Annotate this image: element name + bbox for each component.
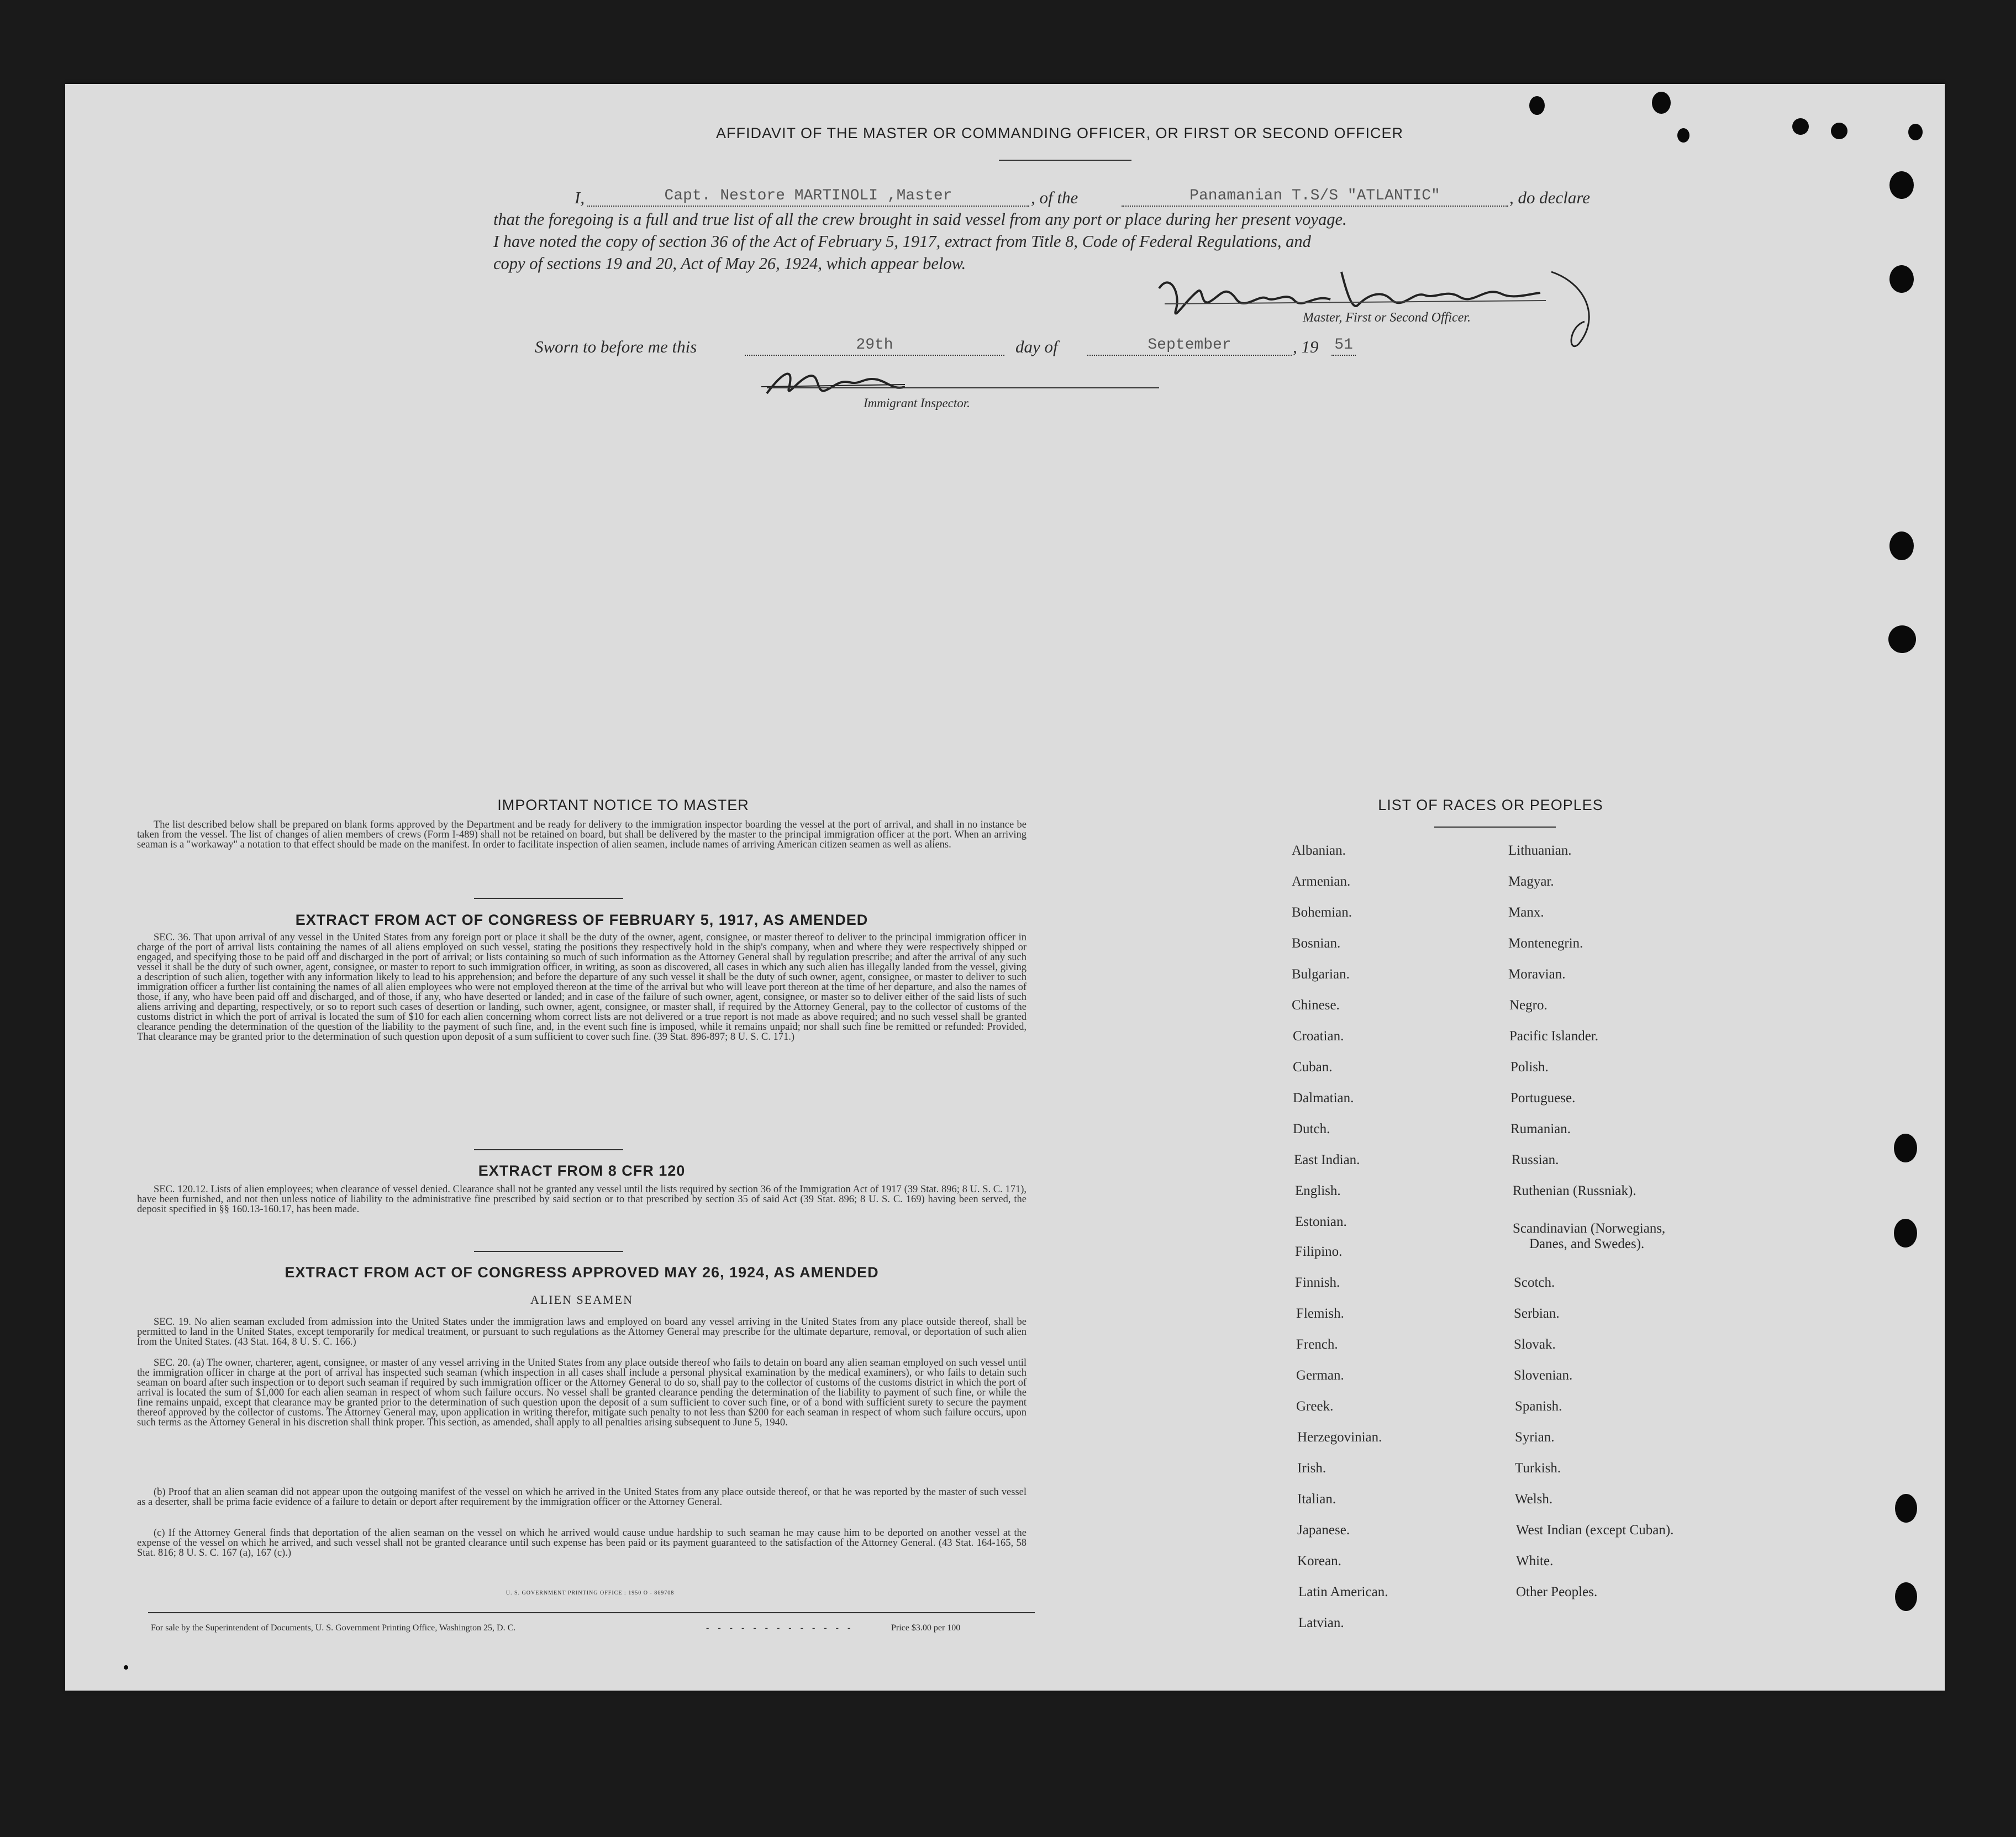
punch-hole bbox=[1888, 625, 1916, 653]
race-right-item: Slovak. bbox=[1514, 1337, 1556, 1352]
race-left-item: Dalmatian. bbox=[1293, 1091, 1354, 1106]
race-right-item: Negro. bbox=[1509, 998, 1547, 1013]
race-right-item: Spanish. bbox=[1515, 1399, 1562, 1414]
race-left-item: Latin American. bbox=[1298, 1585, 1388, 1599]
punch-hole bbox=[1652, 92, 1671, 114]
race-left-item: Herzegovinian. bbox=[1297, 1430, 1382, 1445]
signer-caption: Master, First or Second Officer. bbox=[1303, 310, 1471, 325]
race-left-item: Armenian. bbox=[1292, 874, 1351, 889]
race-left-item: Estonian. bbox=[1295, 1214, 1347, 1229]
race-right-item: Russian. bbox=[1512, 1152, 1559, 1167]
extract-1924-title: EXTRACT FROM ACT OF CONGRESS APPROVED MAY 26, 1924, AS AMENDED bbox=[285, 1264, 879, 1281]
punch-hole bbox=[1908, 124, 1923, 140]
punch-hole bbox=[1895, 1494, 1917, 1523]
punch-hole bbox=[1889, 171, 1914, 199]
race-right-item: Serbian. bbox=[1514, 1306, 1560, 1321]
race-left-item: East Indian. bbox=[1294, 1152, 1360, 1167]
race-right-item: Lithuanian. bbox=[1508, 843, 1572, 858]
race-left-item: Japanese. bbox=[1297, 1523, 1350, 1538]
extract-cfr-title: EXTRACT FROM 8 CFR 120 bbox=[478, 1162, 686, 1179]
race-left-item: Korean. bbox=[1297, 1554, 1341, 1568]
affidavit-title: AFFIDAVIT OF THE MASTER OR COMMANDING OFFICER, OR FIRST OR SECOND OFFICER bbox=[715, 125, 1404, 141]
sworn-label: Sworn to before me this bbox=[535, 337, 697, 356]
race-left-item: English. bbox=[1295, 1183, 1341, 1198]
race-left-item: Croatian. bbox=[1293, 1029, 1344, 1044]
race-left-item: Chinese. bbox=[1292, 998, 1340, 1013]
sale-note: For sale by the Superintendent of Documents, U. S. Government Printing Office, Washington 25, D. C. bbox=[151, 1623, 516, 1633]
sec-19-text: SEC. 19. No alien seaman excluded from admission into the United States under the immigration laws and employed on board any vessel arriving in the United States from any place outside thereof, shall be permitted to land in the United States, except temporarily for medical treatment, or pursuant to such regulations as the Attorney General may prescribe for the ultimate departure, removal, or deportation of such alien from the United States. (43 Stat. 164, 8 U. S. C. 166.) bbox=[137, 1317, 1027, 1348]
race-right-item: Scandinavian (Norwegians, bbox=[1513, 1221, 1666, 1236]
race-right-item: Polish. bbox=[1510, 1060, 1549, 1075]
race-right-item: Syrian. bbox=[1515, 1430, 1555, 1445]
races-title: LIST OF RACES OR PEOPLES bbox=[1378, 797, 1603, 813]
punch-hole bbox=[1831, 123, 1847, 139]
race-left-item: Bosnian. bbox=[1292, 936, 1341, 951]
i-label: I, bbox=[575, 188, 585, 207]
punch-hole bbox=[1894, 1134, 1917, 1162]
race-left-item: Italian. bbox=[1297, 1492, 1336, 1507]
punch-hole bbox=[1677, 128, 1689, 143]
do-declare-label: , do declare bbox=[1509, 188, 1591, 207]
race-right-item: Rumanian. bbox=[1510, 1122, 1571, 1136]
document-page bbox=[65, 84, 1945, 1691]
punch-hole bbox=[1895, 1582, 1917, 1611]
race-left-item: French. bbox=[1296, 1337, 1338, 1352]
punch-hole bbox=[1889, 531, 1914, 560]
race-right-item: Pacific Islander. bbox=[1509, 1029, 1599, 1044]
divider bbox=[474, 1149, 623, 1150]
punch-hole bbox=[1529, 96, 1545, 115]
race-left-item: Dutch. bbox=[1293, 1122, 1330, 1136]
race-left-item: German. bbox=[1296, 1368, 1344, 1383]
day-of-label: day of bbox=[1015, 337, 1058, 356]
sworn-day-field[interactable]: 29th bbox=[745, 336, 1004, 356]
extract-1924-subtitle: ALIEN SEAMEN bbox=[530, 1293, 633, 1307]
race-right-item: Scotch. bbox=[1514, 1275, 1555, 1290]
races-title-underline bbox=[1434, 827, 1556, 828]
race-right-item: Slovenian. bbox=[1514, 1368, 1573, 1383]
race-right-item: Moravian. bbox=[1508, 967, 1566, 982]
year-prefix: , 19 bbox=[1293, 337, 1319, 356]
race-left-item: Filipino. bbox=[1295, 1244, 1343, 1259]
declare-line-4: copy of sections 19 and 20, Act of May 26, 1924, which appear below. bbox=[493, 254, 966, 273]
race-right-item: White. bbox=[1516, 1554, 1554, 1568]
race-right-item: Magyar. bbox=[1508, 874, 1554, 889]
race-right-item: Danes, and Swedes). bbox=[1529, 1236, 1645, 1251]
of-the-label: , of the bbox=[1031, 188, 1078, 207]
notice-body: The list described below shall be prepared on blank forms approved by the Department and be ready for delivery to the immigration inspector boarding the vessel at the port of arrival, and shall in no instance be taken from the vessel. The list of changes of alien members of crews (Form I-489) shall not be retained on board, but shall be delivered by the master to the principal immigration officer at the port. When an arriving seaman is a "workaway" a notation to that effect should be made on the manifest. In order to facilitate inspection of alien seamen, include names of arriving American citizen seamen as well as aliens. bbox=[137, 819, 1027, 850]
footer-rule bbox=[148, 1612, 1035, 1613]
race-left-item: Latvian. bbox=[1298, 1615, 1344, 1630]
race-right-item: Manx. bbox=[1508, 905, 1544, 920]
sec-20a-text: SEC. 20. (a) The owner, charterer, agent, consignee, or master of any vessel arriving in the United States from any place outside thereof who fails to detain on board any alien seaman employed on such vessel until the immigration officer in charge at the port of arrival has inspected such seaman (which inspection in all cases shall include a personal physical examination by the medical examiners), or who fails to detain such seaman on board after such inspection or to deport such seaman if required by such immigration officer or the Attorney General to do so, shall pay to the collector of customs of the customs district in which the port of arrival is located the sum of $1,000 for each alien seaman in respect of whom such failure occurs. No vessel shall be granted clearance pending the determination of the liability to payment of such fine, or while the fine remains unpaid, except that clearance may be granted prior to the determination of such question upon the deposit of a sum sufficient to cover such fine, or of a bond with sufficient surety to secure the payment thereof approved by the collector of customs. The Attorney General may, upon application in writing therefor, mitigate such penalty to not less than $200 for each seaman in respect of whom such failure occurs, upon such terms as the Attorney General in his discretion shall think proper. This section, as amended, shall apply to all penalties arising subsequent to June 5, 1940. bbox=[137, 1357, 1027, 1428]
race-right-item: Montenegrin. bbox=[1508, 936, 1583, 951]
vessel-name-field[interactable]: Panamanian T.S/S "ATLANTIC" bbox=[1122, 187, 1508, 207]
notice-title: IMPORTANT NOTICE TO MASTER bbox=[497, 797, 749, 813]
master-name-field[interactable]: Capt. Nestore MARTINOLI ,Master bbox=[587, 187, 1029, 207]
punch-hole bbox=[124, 1665, 128, 1670]
race-right-item: West Indian (except Cuban). bbox=[1516, 1523, 1674, 1538]
sec-20b-text: (b) Proof that an alien seaman did not appear upon the outgoing manifest of the vessel on which he arrived in the United States from any place outside thereof, or that he was reported by the master of such vessel as a deserter, shall be prima facie evidence of a failure to detain or deport after requirement by the immigration officer or the Attorney General. bbox=[137, 1487, 1027, 1508]
price-note: Price $3.00 per 100 bbox=[891, 1623, 961, 1633]
inspector-caption: Immigrant Inspector. bbox=[864, 396, 970, 410]
race-left-item: Flemish. bbox=[1296, 1306, 1344, 1321]
printing-office-note: U. S. GOVERNMENT PRINTING OFFICE : 1950 O - 869708 bbox=[506, 1590, 675, 1596]
declare-line-3: I have noted the copy of section 36 of the Act of February 5, 1917, extract from Title 8, Code of Federal Regulations, and bbox=[493, 232, 1311, 251]
punch-hole bbox=[1792, 118, 1809, 135]
punch-hole bbox=[1889, 265, 1914, 293]
declare-line-2: that the foregoing is a full and true list of all the crew brought in said vessel from any port or place during her present voyage. bbox=[493, 210, 1347, 229]
race-right-item: Other Peoples. bbox=[1516, 1585, 1598, 1599]
race-right-item: Portuguese. bbox=[1510, 1091, 1576, 1106]
race-left-item: Bulgarian. bbox=[1292, 967, 1350, 982]
sworn-year-field[interactable]: 51 bbox=[1331, 336, 1356, 356]
race-right-item: Welsh. bbox=[1515, 1492, 1553, 1507]
sec-20c-text: (c) If the Attorney General finds that deportation of the alien seaman on the vessel on which he arrived would cause undue hardship to such seaman he may cause him to be deported on another vessel at the expense of the vessel on which he arrived, and such vessel shall not be granted clearance until such expense has been paid or its payment guaranteed to the satisfaction of the Attorney General. (43 Stat. 164-165, 58 Stat. 816; 8 U. S. C. 167 (a), 167 (c).) bbox=[137, 1528, 1027, 1559]
divider bbox=[474, 1251, 623, 1252]
sworn-month-field[interactable]: September bbox=[1087, 336, 1292, 356]
title-underline bbox=[999, 160, 1131, 161]
punch-hole bbox=[1894, 1219, 1917, 1248]
race-left-item: Greek. bbox=[1296, 1399, 1334, 1414]
extract-cfr-body: SEC. 120.12. Lists of alien employees; when clearance of vessel denied. Clearance shall not be granted any vessel until the lists required by section 36 of the Immigration Act of 1917 (39 Stat. 896; 8 U. S. C. 171), have been furnished, and not then unless notice of liability to the administrative fine prescribed by said section or to that prescribed by section 35 of said Act (39 Stat. 896; 8 U. S. C. 169) having been served, the deposit specified in §§ 160.13-160.17, has been made. bbox=[137, 1184, 1027, 1215]
race-left-item: Bohemian. bbox=[1292, 905, 1352, 920]
extract-1917-title: EXTRACT FROM ACT OF CONGRESS OF FEBRUARY 5, 1917, AS AMENDED bbox=[295, 912, 868, 928]
race-left-item: Finnish. bbox=[1295, 1275, 1340, 1290]
race-left-item: Albanian. bbox=[1292, 843, 1346, 858]
race-right-item: Turkish. bbox=[1515, 1461, 1561, 1476]
race-left-item: Irish. bbox=[1297, 1461, 1327, 1476]
extract-1917-body: SEC. 36. That upon arrival of any vessel in the United States from any foreign port or place it shall be the duty of the owner, agent, consignee, or master thereof to deliver to the principal immigration officer in charge of the port of arrival lists containing the names of all aliens employed on such vessel, stating the positions they respectively hold in the ship's company, when and where they were respectively shipped or engaged, and specifying those to be paid off and discharged in the port of arrival; or lists containing so much of such information as the Attorney General shall by regulation prescribe; and after the arrival of any such vessel it shall be the duty of such owner, agent, consignee, or master to report to such immigration officer, in writing, as soon as discovered, all cases in which any such alien has illegally landed from the vessel, giving a description of such alien, together with any information likely to lead to his apprehension; and before the departure of any such vessel it shall be the duty of such owner, agent, consignee, or master to deliver to such immigration officer a further list containing the names of all alien employees who were not employed thereon at the time of the arrival but who will leave port thereon at the time of her departure, and also the names of those, if any, who have been paid off and discharged, and of those, if any, who have deserted or landed; and in case of the failure of such owner, agent, consignee, or master so to deliver either of the said lists of such aliens arriving and departing, respectively, or so to report such cases of desertion or landing, such owner, agent, consignee, or master shall, if required by the Attorney General, pay to the collector of customs of the customs district in which the port of arrival is located the sum of $10 for each alien concerning whom correct lists are not delivered or a true report is not made as above required; and no such vessel shall be granted clearance pending the determination of the question of the liability to the payment of such fine, and, in the event such fine is imposed, while it remains unpaid; nor shall such fine be remitted or refunded: Provided, That clearance may be granted prior to the determination of such question upon deposit of a sum sufficient to cover such fine. (39 Stat. 896-897; 8 U. S. C. 171.) bbox=[137, 932, 1027, 1043]
footer-dashes: - - - - - - - - - - - - - bbox=[706, 1623, 854, 1633]
race-right-item: Ruthenian (Russniak). bbox=[1513, 1183, 1636, 1198]
divider bbox=[474, 898, 623, 899]
race-left-item: Cuban. bbox=[1293, 1060, 1333, 1075]
